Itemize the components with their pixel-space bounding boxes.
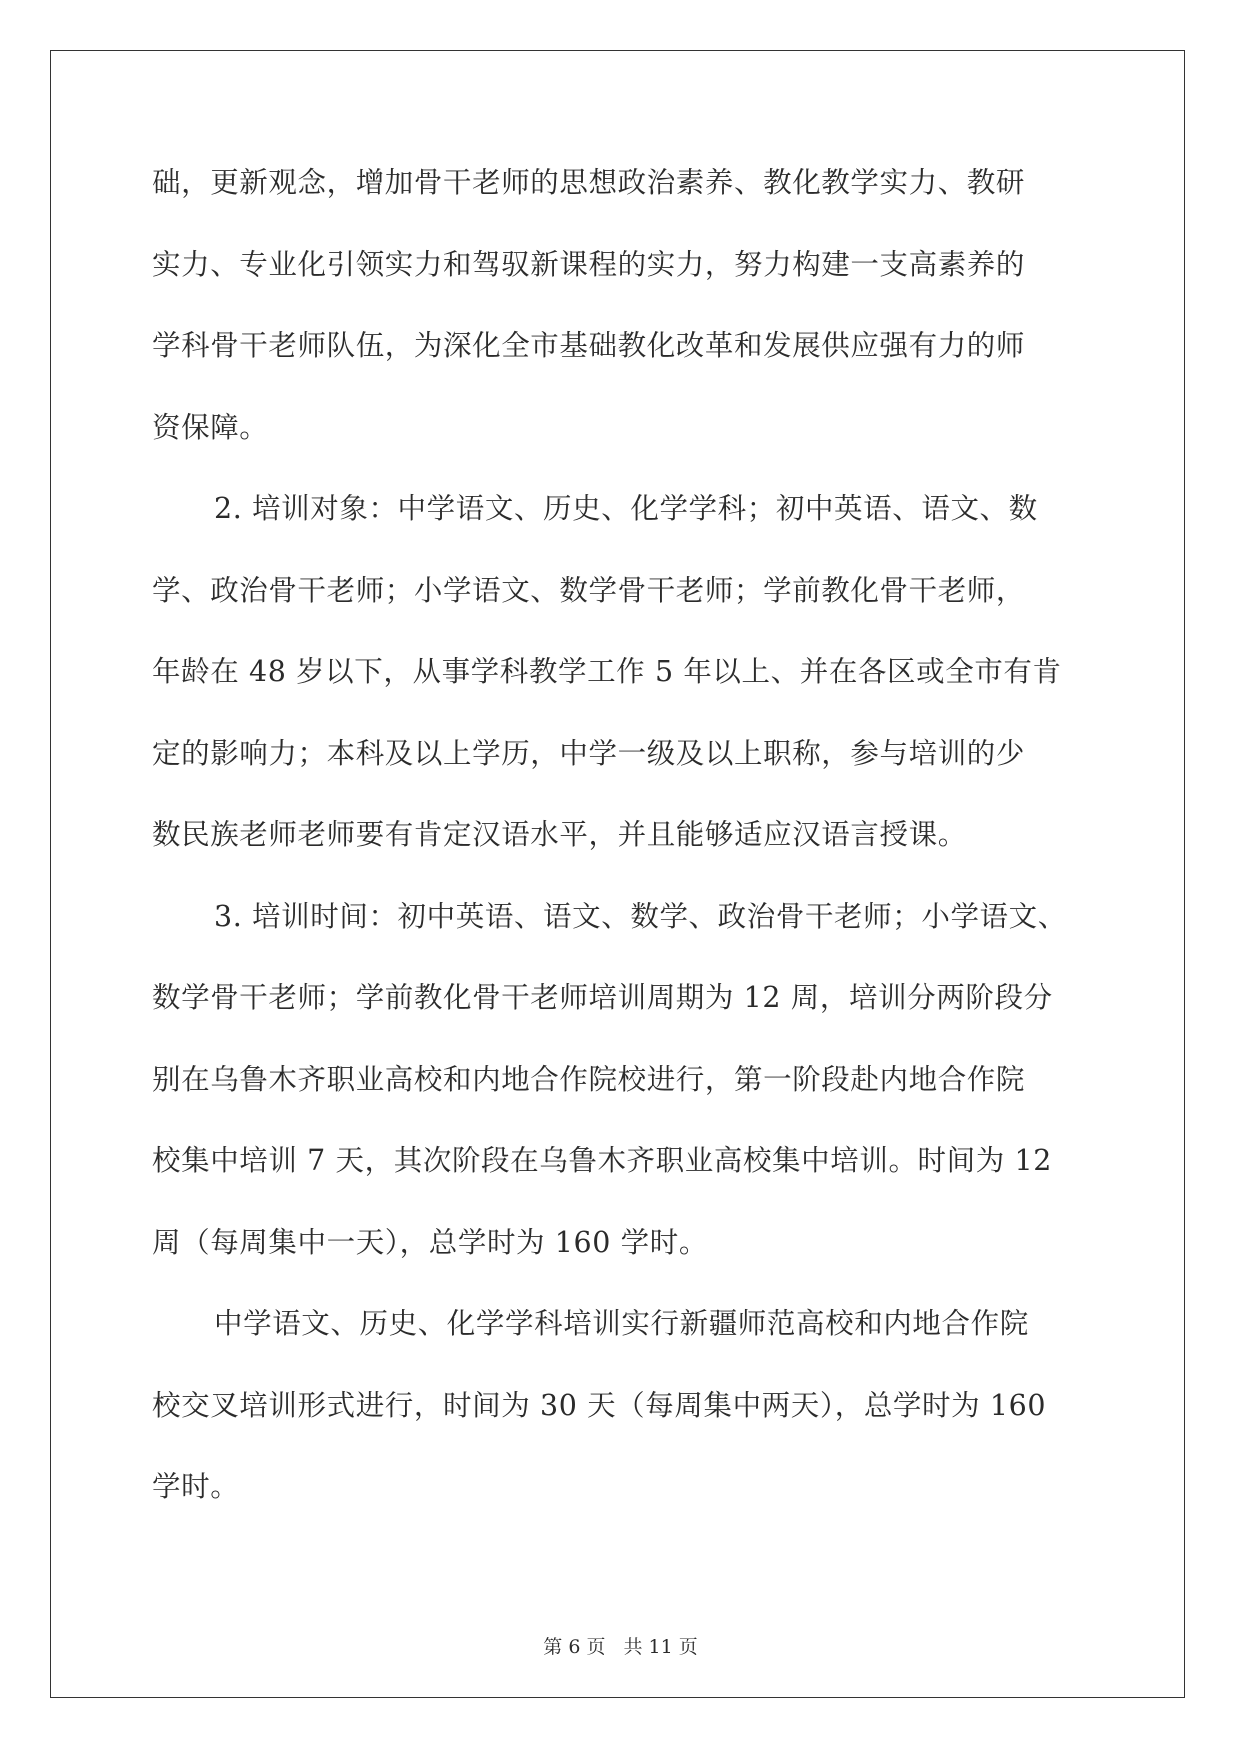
text-line: 校交叉培训形式进行，时间为 30 天（每周集中两天），总学时为 160 bbox=[152, 1388, 1047, 1422]
text-line: 数学骨干老师；学前教化骨干老师培训周期为 12 周，培训分两阶段分 bbox=[152, 981, 1053, 1014]
text-line: 周（每周集中一天），总学时为 160 学时。 bbox=[152, 1225, 708, 1259]
text-line: 础，更新观念，增加骨干老师的思想政治素养、教化教学实力、教研 bbox=[152, 166, 1026, 199]
text-line: 校集中培训 7 天，其次阶段在乌鲁木齐职业高校集中培训。时间为 12 bbox=[152, 1144, 1052, 1177]
page-number: 第 6 页 bbox=[543, 1636, 606, 1658]
page-total: 共 11 页 bbox=[623, 1636, 698, 1658]
text-line: 定的影响力；本科及以上学历，中学一级及以上职称，参与培训的少 bbox=[152, 736, 1026, 770]
page-footer bbox=[0, 1632, 1241, 1659]
paragraph-start-line: 中学语文、历史、化学学科培训实行新疆师范高校和内地合作院 bbox=[214, 1307, 1029, 1340]
text-line: 年龄在 48 岁以下，从事学科教学工作 5 年以上、并在各区或全市有肯 bbox=[152, 655, 1062, 688]
text-line: 别在乌鲁木齐职业高校和内地合作院校进行，第一阶段赴内地合作院 bbox=[152, 1062, 1026, 1096]
text-line: 学时。 bbox=[152, 1470, 240, 1503]
text-line: 学科骨干老师队伍，为深化全市基础教化改革和发展供应强有力的师 bbox=[152, 329, 1026, 362]
document-body bbox=[152, 162, 1088, 1548]
paragraph-start-line: 2. 培训对象：中学语文、历史、化学学科；初中英语、语文、数 bbox=[214, 492, 1038, 525]
paragraph-start-line: 3. 培训时间：初中英语、语文、数学、政治骨干老师；小学语文、 bbox=[214, 899, 1067, 933]
text-line: 资保障。 bbox=[152, 410, 269, 444]
text-line: 学、政治骨干老师；小学语文、数学骨干老师；学前教化骨干老师， bbox=[152, 573, 1026, 607]
text-line: 实力、专业化引领实力和驾驭新课程的实力，努力构建一支高素养的 bbox=[152, 247, 1026, 281]
text-line: 数民族老师老师要有肯定汉语水平，并且能够适应汉语言授课。 bbox=[152, 818, 967, 851]
